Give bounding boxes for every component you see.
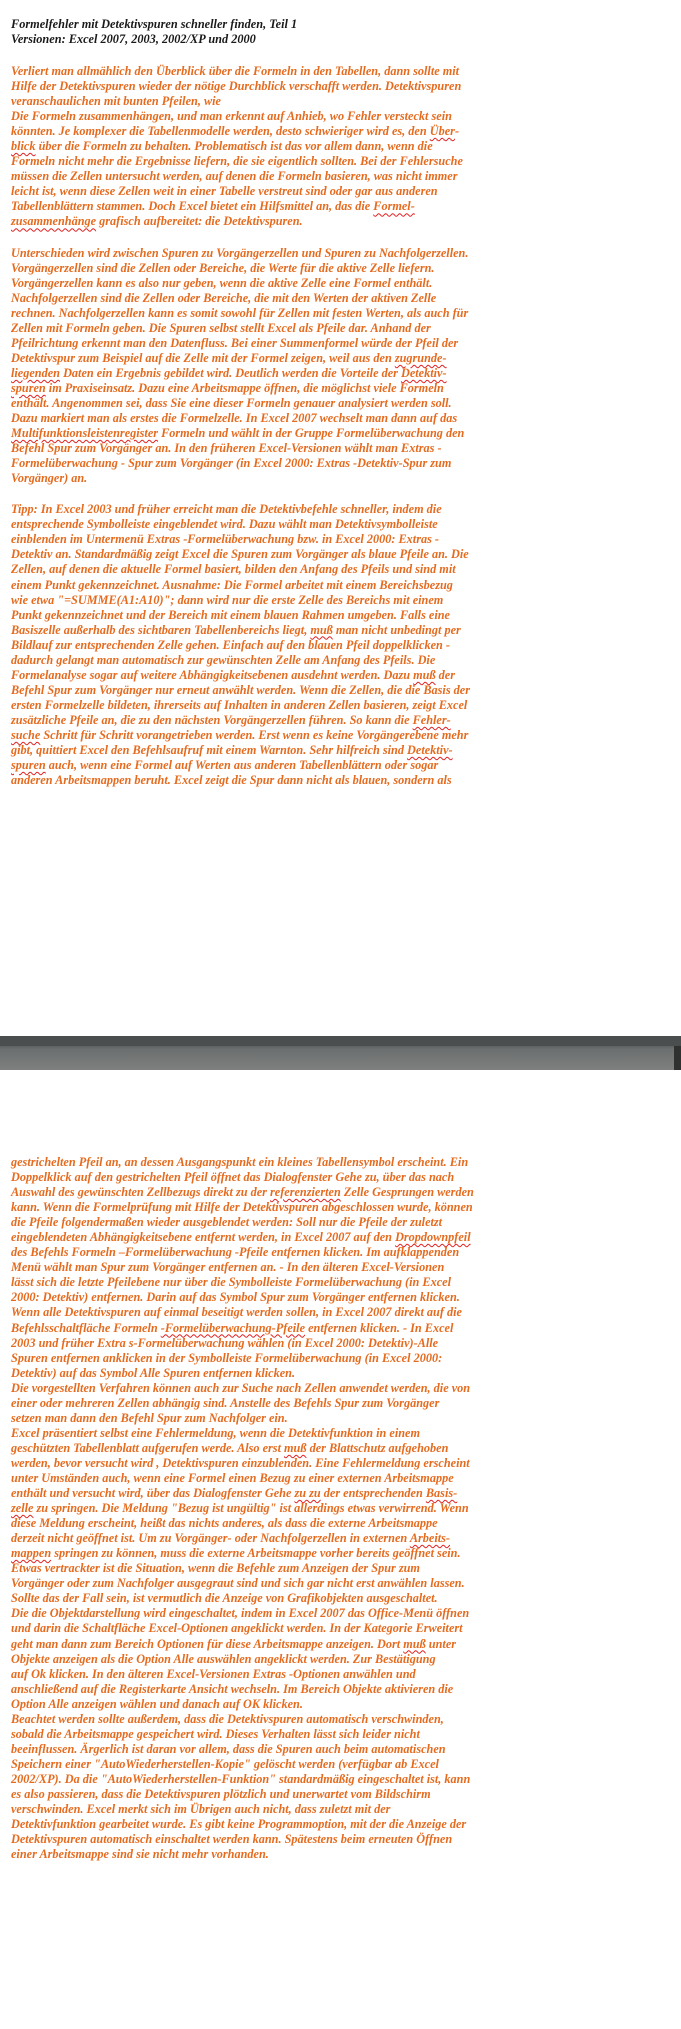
text-line: Tabellenblättern stammen. Doch Excel bietet ein Hilfsmittel an, das die Formel- bbox=[11, 199, 415, 214]
text-line: Bildlauf zur entsprechenden Zelle gehen. Einfach auf den blauen Pfeil doppelklicken - bbox=[11, 637, 450, 652]
text-line: ersten Formelzelle bildeten, ihrerseits auf Inhalten in anderen Zellen basieren, zeigt Excel bbox=[11, 697, 468, 712]
text-line: Formeln nicht mehr die Ergebnisse liefern, die sie eigentlich sollten. Bei der Fehlersuche bbox=[11, 154, 463, 169]
text-line: Detektiv) auf das Symbol Alle Spuren entfernen klicken. bbox=[11, 1365, 296, 1380]
text-line: Hilfe der Detektivspuren wieder der nötige Durchblick verschafft werden. Detektivspuren bbox=[11, 79, 462, 94]
text-line: Excel präsentiert selbst eine Fehlermeldung, wenn die Detektivfunktion in einem bbox=[11, 1425, 421, 1440]
text-line: Befehl Spur zum Vorgänger an. In den früheren Excel-Versionen wählt man Extras - bbox=[11, 441, 442, 456]
text-line: Vorgängerzellen sind die Zellen oder Bereiche, die Werte für die aktive Zelle liefern. bbox=[11, 260, 435, 275]
text-line: gestrichelten Pfeil an, an dessen Ausgangspunkt ein kleines Tabellensymbol erscheint. Ein bbox=[11, 1155, 469, 1169]
spellcheck-word: Fehler- bbox=[412, 712, 451, 727]
spellcheck-word: Über bbox=[429, 124, 455, 139]
spellcheck-word: zusammenhänge bbox=[11, 214, 97, 229]
text-line: gibt, quittiert Excel den Befehlsaufruf mit einem Warnton. Sehr hilfreich sind Detektiv- bbox=[11, 743, 453, 758]
text-line: beeinflussen. Ärgerlich ist daran vor allem, dass die Spuren auch beim automatischen bbox=[11, 1741, 446, 1756]
text-line: Basiszelle außerhalb des sichtbaren Tabellenbereichs liegt, muß man nicht unbedingt per bbox=[11, 622, 461, 637]
text-line: Menü wählt man Spur zum Vorgänger entfernen an. - In den älteren Excel-Versionen bbox=[11, 1260, 445, 1275]
text-line: veranschaulichen mit bunten Pfeilen, wie bbox=[11, 94, 221, 109]
text-line: diese Meldung erscheint, heißt das nichts anderes, als dass die externe Arbeitsmappe bbox=[11, 1516, 438, 1531]
spellcheck-word: muß bbox=[284, 1440, 307, 1455]
page-separator bbox=[0, 1036, 681, 1046]
text-line: Sollte das der Fall sein, ist vermutlich die Anzeige von Grafikobjekten ausgeschaltet. bbox=[11, 1591, 438, 1606]
text-line: Objekte anzeigen als die Option Alle auswählen angeklickt werden. Zur Bestätigung bbox=[11, 1651, 436, 1666]
document-versions: Versionen: Excel 2007, 2003, 2002/XP und 2000 bbox=[11, 32, 256, 46]
page-gap bbox=[0, 1046, 681, 1070]
spellcheck-word: spuren bbox=[11, 380, 46, 395]
text-line: einer oder mehreren Zellen abhängig sind. Anstelle des Befehls Spur zum Vorgänger bbox=[11, 1395, 440, 1410]
page-gap-edge bbox=[674, 1046, 681, 1070]
spellcheck-word: spuren bbox=[11, 758, 46, 773]
text-line: enthält und versucht wird, über das Dialogfenster Gehe zu zu der entsprechenden Basis- bbox=[11, 1486, 458, 1501]
text-line: geschützten Tabellenblatt aufgerufen werde. Also erst muß der Blattschutz aufgehoben bbox=[11, 1440, 449, 1455]
spellcheck-word: muß bbox=[403, 1636, 426, 1651]
text-line: Punkt gekennzeichnet und der Bereich mit einem blauen Rahmen umgeben. Falls eine bbox=[11, 607, 450, 622]
text-line: enthält. Angenommen sei, dass Sie eine dieser Formeln genauer analysiert werden soll. bbox=[11, 395, 452, 410]
text-line: Beachtet werden sollte außerdem, dass die Detektivspuren automatisch verschwinden, bbox=[11, 1711, 444, 1726]
paragraph-intro bbox=[11, 64, 671, 230]
spellcheck-word: Basis- bbox=[425, 1486, 458, 1501]
spellcheck-word: referenzierten bbox=[270, 1185, 341, 1200]
paragraph-continuation bbox=[11, 1155, 671, 1862]
spellcheck-word: -Formelüberwachung-Pfeile bbox=[160, 1320, 306, 1335]
text-line: Auswahl des gewünschten Zellbezugs direkt zu der referenzierten Zelle Gesprungen werden bbox=[11, 1185, 474, 1200]
text-line: Detektiv an. Standardmäßig zeigt Excel die Spuren zum Vorgänger als blaue Pfeile an. Die bbox=[11, 547, 469, 562]
text-line: Detektivspuren automatisch einschaltet werden kann. Spätestens beim erneuten Öffnen bbox=[11, 1832, 453, 1847]
text-line: die Pfeile folgendermaßen wieder ausgeblendet werden: Soll nur die Pfeile der zuletzt bbox=[11, 1215, 443, 1230]
text-line: Tipp: In Excel 2003 und früher erreicht man die Detektivbefehle schneller, indem die bbox=[11, 502, 442, 517]
text-line: 2002/XP). Da die "AutoWiederherstellen-Funktion" standardmäßig eingeschaltet ist, kann bbox=[11, 1771, 471, 1786]
text-line: entsprechende Symbolleiste eingeblendet wird. Dazu wählt man Detektivsymbolleiste bbox=[11, 517, 438, 532]
text-line: Spuren entfernen anklicken in der Symbolleiste Formelüberwachung (in Excel 2000: bbox=[11, 1350, 443, 1365]
spellcheck-word: mappen bbox=[11, 1546, 52, 1561]
text-line: Dazu markiert man als erstes die Formelzelle. In Excel 2007 wechselt man dann auf das bbox=[11, 411, 458, 426]
text-line: zusätzliche Pfeile an, die zu den nächsten Vorgängerzellen führen. So kann die Fehler- bbox=[11, 712, 451, 727]
document-title: Formelfehler mit Detektivspuren schneller finden, Teil 1 bbox=[11, 17, 298, 31]
text-line: zelle zu springen. Die Meldung "Bezug ist ungültig" ist allerdings etwas verwirrend. Wenn bbox=[11, 1501, 469, 1516]
text-line: zusammenhänge grafisch aufbereitet: die Detektivspuren. bbox=[11, 214, 303, 229]
text-line: Multifunktionsleistenregister Formeln und wählt in der Gruppe Formelüberwachung den bbox=[11, 426, 465, 441]
text-line: Doppelklick auf den gestrichelten Pfeil öffnet das Dialogfenster Gehe zu, über das nach bbox=[11, 1170, 455, 1185]
text-line: Die vorgestellten Verfahren können auch zur Suche nach Zellen anwendet werden, die von bbox=[11, 1380, 471, 1395]
text-line: Option Alle anzeigen wählen und danach auf OK klicken. bbox=[11, 1696, 303, 1711]
text-line: kann. Wenn die Formelprüfung mit Hilfe der Detektivspuren abgeschlossen wurde, können bbox=[11, 1200, 473, 1215]
spellcheck-word: muß bbox=[310, 622, 333, 637]
text-line: Unterschieden wird zwischen Spuren zu Vorgängerzellen und Spuren zu Nachfolgerzellen. bbox=[11, 245, 469, 260]
text-line: Formelüberwachung - Spur zum Vorgänger (in Excel 2000: Extras -Detektiv-Spur zum bbox=[11, 456, 452, 471]
text-line: setzen man dann den Befehl Spur zum Nachfolger ein. bbox=[11, 1410, 288, 1425]
text-line: leicht ist, wenn diese Zellen weit in einer Tabelle verstreut sind oder gar aus anderen bbox=[11, 184, 438, 199]
text-line: blick über die Formeln zu behalten. Problematisch ist das vor allem dann, wenn die bbox=[11, 139, 433, 154]
text-line: derzeit nicht geöffnet ist. Um zu Vorgänger- oder Nachfolgerzellen in externen Arbeits- bbox=[11, 1531, 450, 1546]
spellcheck-word: zelle bbox=[11, 1501, 34, 1516]
text-line: des Befehls Formeln –Formelüberwachung -Pfeile entfernen klicken. Im aufklappenden bbox=[11, 1245, 460, 1260]
spellcheck-word: muß bbox=[413, 667, 436, 682]
text-line: dadurch gelangt man automatisch zur gewünschten Zelle am Anfang des Pfeils. Die bbox=[11, 652, 436, 667]
spellcheck-word: zu zu bbox=[294, 1486, 321, 1501]
text-line: es also passieren, dass die Detektivspuren plötzlich und unerwartet vom Bildschirm bbox=[11, 1786, 431, 1801]
spellcheck-word: Multifunktionsleistenregister bbox=[11, 426, 159, 441]
text-line: einem Punkt gekennzeichnet. Ausnahme: Die Formel arbeitet mit einem Bereichsbezug bbox=[11, 577, 453, 592]
text-line: Befehlsschaltfläche Formeln -Formelüberwachung-Pfeile entfernen klicken. - In Excel bbox=[11, 1320, 454, 1335]
text-line: Detektivspur zum Beispiel auf die Zelle mit der Formel zeigen, weil aus den zugrunde- bbox=[11, 350, 447, 365]
text-line: Verliert man allmählich den Überblick über die Formeln in den Tabellen, dann sollte mit bbox=[11, 64, 460, 78]
spellcheck-word: Detektiv- bbox=[400, 365, 447, 380]
text-line: auf Ok klicken. In den älteren Excel-Versionen Extras -Optionen anwählen und bbox=[11, 1666, 416, 1681]
text-line: Vorgänger) an. bbox=[11, 471, 88, 486]
text-line: Speichern einer "AutoWiederherstellen-Kopie" gelöscht werden (verfügbar ab Excel bbox=[11, 1756, 439, 1771]
text-line: könnten. Je komplexer die Tabellenmodelle werden, desto schwieriger wird es, den Über- bbox=[11, 124, 460, 139]
text-line: Nachfolgerzellen sind die Zellen oder Bereiche, die mit den Werten der aktiven Zelle bbox=[11, 290, 437, 305]
spellcheck-word: blick bbox=[11, 139, 36, 154]
text-line: Formelanalyse sogar auf weitere Abhängigkeitsebenen ausdehnt werden. Dazu muß der bbox=[11, 667, 456, 682]
text-line: Die die Objektdarstellung wird eingeschaltet, indem in Excel 2007 das Office-Menü öffnen bbox=[11, 1606, 470, 1621]
text-line: Zellen, auf denen die aktuelle Formel basiert, bilden den Anfang des Pfeils und sind mit bbox=[11, 562, 456, 577]
paragraph-tipp bbox=[11, 502, 671, 788]
text-line: liegenden Daten ein Ergebnis gebildet wird. Deutlich werden die Vorteile der Detektiv- bbox=[11, 365, 447, 380]
text-line: unter Umständen auch, wenn eine Formel einen Bezug zu einer externen Arbeitsmappe bbox=[11, 1470, 454, 1485]
text-line: und darin die Schaltfläche Excel-Optionen angeklickt werden. In der Kategorie Erweitert bbox=[11, 1621, 463, 1636]
spellcheck-word: suche bbox=[11, 727, 41, 742]
document-page-2 bbox=[0, 1070, 681, 2029]
text-line: einblenden im Untermenü Extras -Formelüberwachung bzw. in Excel 2000: Extras - bbox=[11, 532, 440, 547]
spellcheck-word: zugrunde- bbox=[394, 350, 447, 365]
text-line: Pfeilrichtung erkennt man den Datenfluss. Bei einer Summenformel würde der Pfeil der bbox=[11, 335, 459, 350]
text-line: Wenn alle Detektivspuren auf einmal beseitigt werden sollen, in Excel 2007 direkt auf die bbox=[11, 1305, 462, 1320]
text-line: spuren im Praxiseinsatz. Dazu eine Arbeitsmappe öffnen, die möglichst viele Formeln bbox=[11, 380, 444, 395]
text-line: spuren auch, wenn eine Formel auf Werten aus anderen Tabellenblättern oder sogar bbox=[11, 758, 439, 773]
text-line: Zellen mit Formeln geben. Die Spuren selbst stellt Excel als Pfeile dar. Anhand der bbox=[11, 320, 431, 335]
text-line: Befehl Spur zum Vorgänger nur erneut anwählt werden. Wenn die Zellen, die die Basis der bbox=[11, 682, 470, 697]
text-line: einer Arbeitsmappe sind sie nicht mehr vorhanden. bbox=[11, 1847, 269, 1862]
spellcheck-word: Detektiv- bbox=[407, 743, 453, 758]
text-line: geht man dann zum Bereich Optionen für diese Arbeitsmappe anzeigen. Dort muß unter bbox=[11, 1636, 457, 1651]
text-line: eingeblendeten Abhängigkeitsebene entfernt werden, in Excel 2007 auf den Dropdownpfeil bbox=[11, 1230, 471, 1245]
text-line: verschwinden. Excel merkt sich im Übrigen auch nicht, dass zuletzt mit der bbox=[11, 1802, 391, 1817]
spellcheck-word: Formel- bbox=[373, 199, 415, 214]
text-line: rechnen. Nachfolgerzellen kann es somit sowohl für Zellen mit festen Werten, als auch für bbox=[11, 305, 469, 320]
text-line: anderen Arbeitsmappen beruht. Excel zeigt die Spur dann nicht als blauen, sondern als bbox=[11, 773, 452, 788]
text-line: Vorgängerzellen kann es also nur geben, wenn die aktive Zelle eine Formel enthält. bbox=[11, 275, 433, 290]
spellcheck-word: Dropdownpfeil bbox=[395, 1230, 471, 1245]
text-line: lässt sich die letzte Pfeilebene nur über die Symbolleiste Formelüberwachung (in Excel bbox=[11, 1275, 451, 1290]
text-line: suche Schritt für Schritt vorangetrieben werden. Erst wenn es keine Vorgängerebene mehr bbox=[11, 727, 469, 742]
text-line: Etwas vertrackter ist die Situation, wenn die Befehle zum Anzeigen der Spur zum bbox=[11, 1561, 420, 1576]
text-line: Die Formeln zusammenhängen, und man erkennt auf Anhieb, wo Fehler versteckt sein bbox=[11, 109, 452, 124]
text-line: 2000: Detektiv) entfernen. Darin auf das Symbol Spur zum Vorgänger entfernen klicken. bbox=[11, 1290, 460, 1305]
spellcheck-word: liegenden bbox=[11, 365, 60, 380]
text-line: Vorgänger oder zum Nachfolger ausgegraut sind und sich gar nicht erst anwählen lassen. bbox=[11, 1576, 465, 1591]
text-line: sobald die Arbeitsmappe gespeichert wird. Dieses Verhalten lässt sich leider nicht bbox=[11, 1726, 420, 1741]
text-line: werden, bevor versucht wird , Detektivspuren einzublenden. Eine Fehlermeldung erscheint bbox=[11, 1455, 470, 1470]
text-line: Detektivfunktion gearbeitet wurde. Es gibt keine Programmoption, mit der die Anzeige der bbox=[11, 1817, 467, 1832]
text-line: wie etwa "=SUMME(A1:A10)"; dann wird nur die erste Zelle des Bereichs mit einem bbox=[11, 592, 444, 607]
text-line: müssen die Zellen untersucht werden, auf denen die Formeln basieren, was nicht immer bbox=[11, 169, 458, 184]
text-line: anschließend auf die Registerkarte Ansicht wechseln. Im Bereich Objekte aktivieren die bbox=[11, 1681, 454, 1696]
paragraph-spuren bbox=[11, 246, 671, 487]
text-line: 2003 und früher Extra s-Formelüberwachung wählen (in Excel 2000: Detektiv)-Alle bbox=[11, 1335, 439, 1350]
text-line: mappen springen zu können, muss die externe Arbeitsmappe vorher bereits geöffnet sein. bbox=[11, 1546, 461, 1561]
spellcheck-word: Arbeits- bbox=[409, 1531, 450, 1546]
